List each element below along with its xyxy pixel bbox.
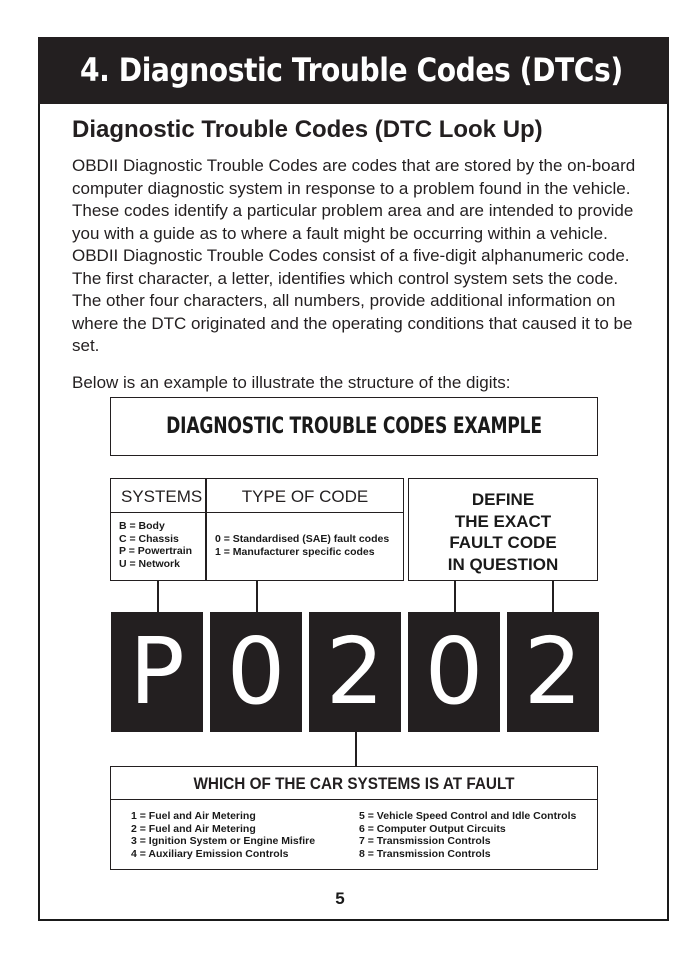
list-item: 1 = Manufacturer specific codes [215, 545, 375, 558]
list-item: 6 = Computer Output Circuits [359, 822, 506, 835]
connector-line [157, 581, 159, 612]
systems-box [110, 478, 206, 581]
list-item: 3 = Ignition System or Engine Misfire [131, 835, 316, 847]
define-line: IN QUESTION [447, 554, 559, 574]
example-lead-text: Below is an example to illustrate the structure of the digits: [72, 373, 511, 392]
diagram-title: DIAGNOSTIC TROUBLE CODES EXAMPLE [166, 414, 542, 439]
type-of-code-box [206, 478, 404, 581]
code-digit-3: 2 [309, 612, 401, 732]
code-digit-5: 2 [507, 612, 599, 732]
list-item: C = Chassis [119, 532, 179, 545]
fault-list-left [131, 810, 315, 860]
fault-heading: WHICH OF THE CAR SYSTEMS IS AT FAULT [193, 774, 515, 793]
define-fault-text [409, 489, 597, 575]
list-item: 1 = Fuel and Air Metering [131, 810, 256, 822]
code-digit-2: 0 [210, 612, 302, 732]
systems-list [119, 520, 192, 570]
divider [111, 799, 597, 800]
list-item: 8 = Transmission Controls [359, 847, 491, 860]
list-item: 0 = Standardised (SAE) fault codes [215, 533, 390, 545]
code-digit-1: P [111, 612, 203, 732]
code-digit-4: 0 [408, 612, 500, 732]
connector-line [355, 732, 357, 766]
list-item: P = Powertrain [119, 545, 193, 557]
type-of-code-heading: TYPE OF CODE [241, 487, 369, 506]
fault-list-right [359, 810, 576, 860]
systems-heading: SYSTEMS [121, 487, 203, 506]
connector-line [454, 581, 456, 612]
list-item: 5 = Vehicle Speed Control and Idle Controls [359, 810, 577, 822]
divider [207, 512, 403, 513]
section-title: Diagnostic Trouble Codes (DTC Look Up) [72, 116, 543, 143]
chapter-title: 4. Diagnostic Trouble Codes (DTCs) [80, 51, 623, 89]
intro-paragraph: OBDII Diagnostic Trouble Codes are codes that are stored by the on-board computer diagnostic system in response to a problem found in the vehicle. These codes identify a particular problem area and are intended to provide you with a guide as to where a fault might be occurring within a vehicle. OBDII Diagnostic Trouble Codes consist of a five-digit alphanumeric code. The first character, a letter, identifies which control system sets the code. The other four characters, all numbers, provide additional information on where the DTC originated and the operating conditions that caused it to be set. [72, 156, 636, 355]
list-item: U = Network [119, 557, 180, 570]
fault-system-box [110, 766, 598, 870]
define-line: FAULT CODE [449, 533, 557, 552]
type-of-code-list [215, 533, 389, 558]
define-line: THE EXACT [454, 511, 552, 531]
chapter-header [38, 37, 669, 104]
list-item: 7 = Transmission Controls [359, 835, 491, 847]
diagram-title-box [110, 397, 598, 456]
page-number: 5 [335, 889, 345, 908]
list-item: B = Body [119, 520, 165, 532]
list-item: 2 = Fuel and Air Metering [131, 822, 256, 835]
connector-line [256, 581, 258, 612]
define-fault-box [408, 478, 598, 581]
define-line: DEFINE [471, 490, 535, 509]
divider [111, 512, 205, 513]
connector-line [552, 581, 554, 612]
list-item: 4 = Auxiliary Emission Controls [131, 847, 289, 860]
